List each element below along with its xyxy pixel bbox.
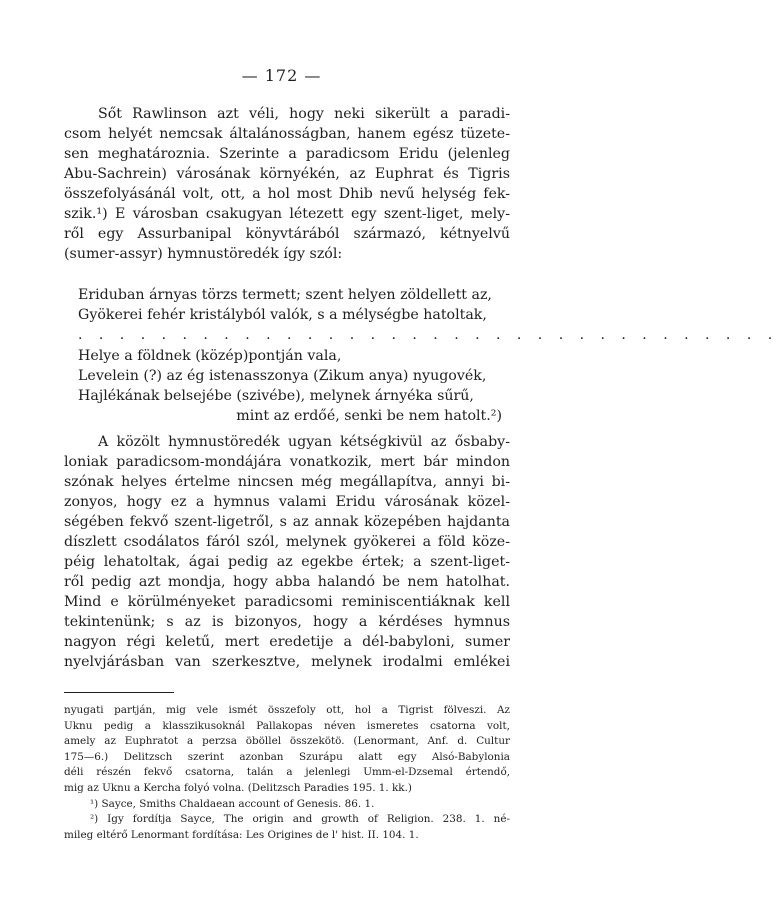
text-line: (sumer-assyr) hymnustöredék így szól: bbox=[64, 246, 343, 262]
verse-line: Gyökerei fehér kristályból valók, s a mélységbe hatoltak, bbox=[78, 307, 487, 323]
text-line: ről pedig azt mondja, hogy abba halandó be nem hatolhat. bbox=[64, 574, 510, 590]
footnotes bbox=[64, 703, 510, 843]
footnote-1: ¹) Sayce, Smiths Chaldaean account of Genesis. 86. 1. bbox=[90, 797, 375, 810]
hymn-verse-1 bbox=[78, 285, 508, 325]
text-line: csom helyét nemcsak általánosságban, hanem egész tüzete- bbox=[64, 126, 510, 142]
verse-line: Helye a földnek (közép)pontján vala, bbox=[78, 348, 342, 364]
text-line: sen meghatároznia. Szerinte a paradicsom Eridu (jelenleg bbox=[64, 146, 510, 162]
footnote-line: Uknu pedig a klasszikusoknál Pallakopas néven ismeretes csatorna volt, bbox=[64, 719, 510, 732]
verse-line: Levelein (?) az ég istenasszonya (Zikum anya) nyugovék, bbox=[78, 368, 487, 384]
paragraph-rawlinson bbox=[64, 104, 510, 264]
footnote-2-cont: mileg eltérő Lenormant fordítása: Les Origines de l' hist. II. 104. 1. bbox=[64, 828, 419, 841]
footnote-line: déli részén fekvő csatorna, talán a jelenlegi Umm-el-Dzsemal értendő, bbox=[64, 766, 510, 779]
text-line: Sőt Rawlinson azt véli, hogy neki sikerült a paradi- bbox=[98, 106, 510, 122]
footnote-line: amely az Euphratot a perzsa öböllel összekötö. (Lenormant, Anf. d. Cultur bbox=[64, 735, 510, 748]
footnote-line: mig az Uknu a Kercha folyó volna. (Delitzsch Paradies 195. 1. kk.) bbox=[64, 781, 412, 794]
text-line: szónak helyes értelme nincsen még megállapítva, annyi bi- bbox=[64, 474, 510, 490]
text-line: zonyos, hogy ez a hymnus valami Eridu városának közel- bbox=[64, 494, 510, 510]
text-line: díszlett csodálatos fáról szól, melynek gyökerei a föld köze- bbox=[64, 534, 510, 550]
footnote-2: ²) Igy fordítja Sayce, The origin and growth of Religion. 238. 1. né- bbox=[90, 813, 510, 826]
text-line: szik.¹) E városban csakugyan létezett egy szent-liget, mely- bbox=[64, 206, 510, 222]
hymn-verse-2 bbox=[78, 346, 508, 426]
page-number: — 172 — bbox=[241, 66, 322, 85]
text-line: A közölt hymnustöredék ugyan kétségkivül az ősbaby- bbox=[98, 434, 510, 450]
footnote-divider bbox=[64, 692, 174, 693]
text-line: Abu-Sachrein) városának környékén, az Euphrat és Tigris bbox=[64, 166, 510, 182]
text-line: loniak paradicsom-mondájára vonatkozik, mert bár mindon bbox=[64, 454, 510, 470]
text-line: péig lehatoltak, ágai pedig az egekbe értek; a szent-liget- bbox=[64, 554, 510, 570]
verse-line-right: mint az erdőé, senki be nem hatolt.²) bbox=[236, 408, 502, 424]
text-line: ségében fekvő szent-ligetről, s az annak közepében hajdanta bbox=[64, 514, 510, 530]
ellipsis-row: . . . . . . . . . . . . . . . . . . . . . . . . . . . . . . . . . . bbox=[78, 327, 778, 343]
verse-line: Hajlékának belsejébe (szivébe), melynek árnyéka sűrű, bbox=[78, 388, 474, 404]
text-line: összefolyásánál volt, ott, a hol most Dhib nevű helység fek- bbox=[64, 186, 510, 202]
verse-line: Eriduban árnyas törzs termett; szent helyen zöldellett az, bbox=[78, 287, 492, 303]
text-line: nagyon régi keletű, mert eredetije a dél-babyloni, sumer bbox=[64, 634, 510, 650]
footnote-line: nyugati partján, mig vele ismét összefoly ott, hol a Tigrist fölveszi. Az bbox=[64, 704, 510, 716]
footnote-line: 175—6.) Delitzsch szerint azonban Szurápu alatt egy Alsó-Babylonia bbox=[64, 750, 510, 763]
text-line: nyelvjárásban van szerkesztve, melynek irodalmi emlékei bbox=[64, 654, 510, 670]
text-line: ről egy Assurbanipal könyvtárából származó, kétnyelvű bbox=[64, 226, 510, 242]
text-line: tekintenünk; s az is bizonyos, hogy a kérdéses hymnus bbox=[64, 614, 510, 630]
paragraph-hymn-commentary bbox=[64, 432, 510, 672]
text-line: Mind e körülményeket paradicsomi reminiscentiáknak kell bbox=[64, 594, 510, 610]
